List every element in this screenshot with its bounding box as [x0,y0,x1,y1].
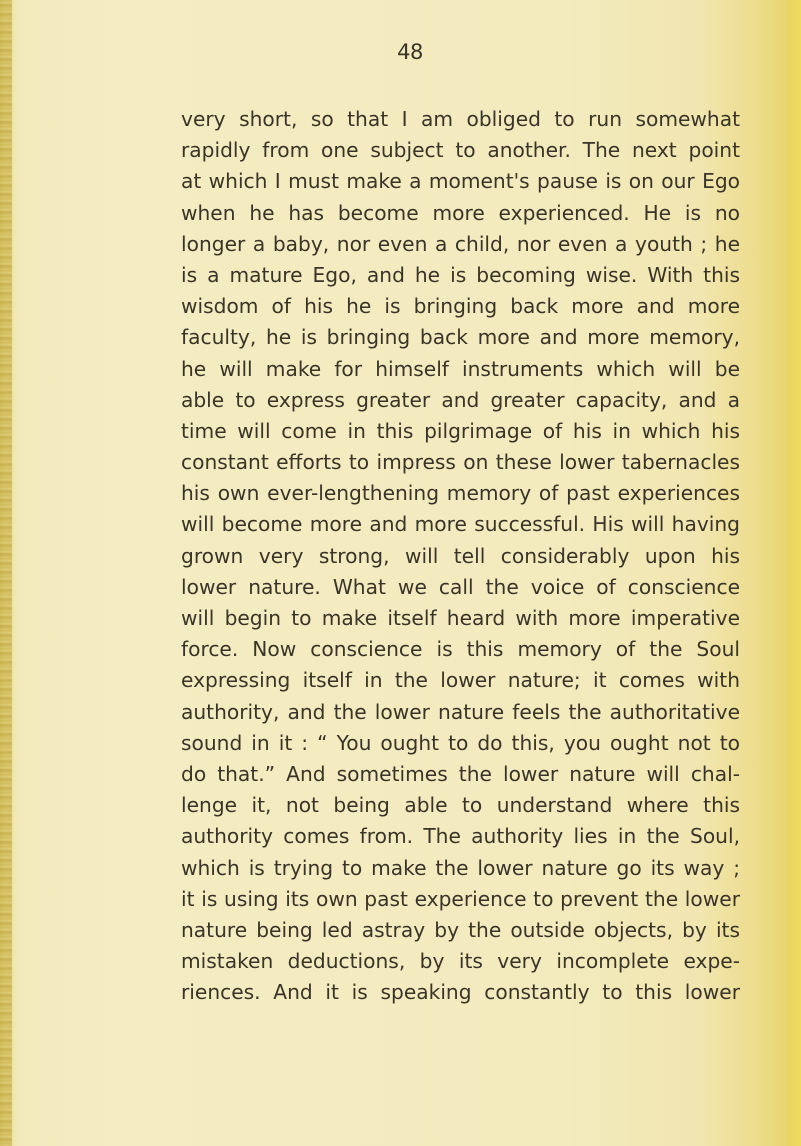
page-gutter [0,0,12,1146]
text-line: when he has become more experienced. He is no [181,200,740,225]
text-line: able to express greater and greater capacity, and a [181,387,740,412]
text-line: longer a baby, nor even a child, nor even a youth ; he [181,231,740,256]
text-line: lenge it, not being able to understand where this [181,793,740,818]
text-line: will begin to make itself heard with more imperative [181,606,740,630]
text-line: mistaken deductions, by its very incomplete expe- [181,949,740,974]
text-line: very short, so that I am obliged to run somewhat [181,107,740,131]
text-line: wisdom of his he is bringing back more and more [181,294,740,319]
text-line: authority comes from. The authority lies in the Soul, [181,824,740,849]
page-number: 48 [397,40,423,64]
text-line: will become more and more successful. His will having [181,512,740,537]
text-line: his own ever-lengthening memory of past experiences [181,481,740,506]
text-line: expressing itself in the lower nature; it comes with [181,668,740,693]
text-line: do that.” And sometimes the lower nature will chal- [181,761,740,786]
text-line: faculty, he is bringing back more and more memory, [181,325,740,350]
text-line: riences. And it is speaking constantly to this lower [181,980,740,1005]
text-line: lower nature. What we call the voice of conscience [181,574,740,599]
body-text [181,104,740,1008]
text-line: at which I must make a moment's pause is on our Ego [181,169,740,194]
text-line: force. Now conscience is this memory of the Soul [181,637,740,662]
text-line: grown very strong, will tell considerably upon his [181,543,740,568]
text-line: time will come in this pilgrimage of his in which his [181,418,740,443]
text-line: sound in it : “ You ought to do this, you ought not to [181,730,740,755]
page-edge [788,0,801,1146]
text-line: nature being led astray by the outside objects, by its [181,917,740,942]
text-line: is a mature Ego, and he is becoming wise. With this [181,262,740,287]
text-line: he will make for himself instruments which will be [181,356,740,381]
text-line: authority, and the lower nature feels the authoritative [181,699,740,724]
text-line: constant efforts to impress on these lower tabernacles [181,450,740,475]
text-line: which is trying to make the lower nature go its way ; [181,855,740,880]
text-line: it is using its own past experience to prevent the lower [181,886,740,911]
text-line: rapidly from one subject to another. The next point [181,138,740,163]
